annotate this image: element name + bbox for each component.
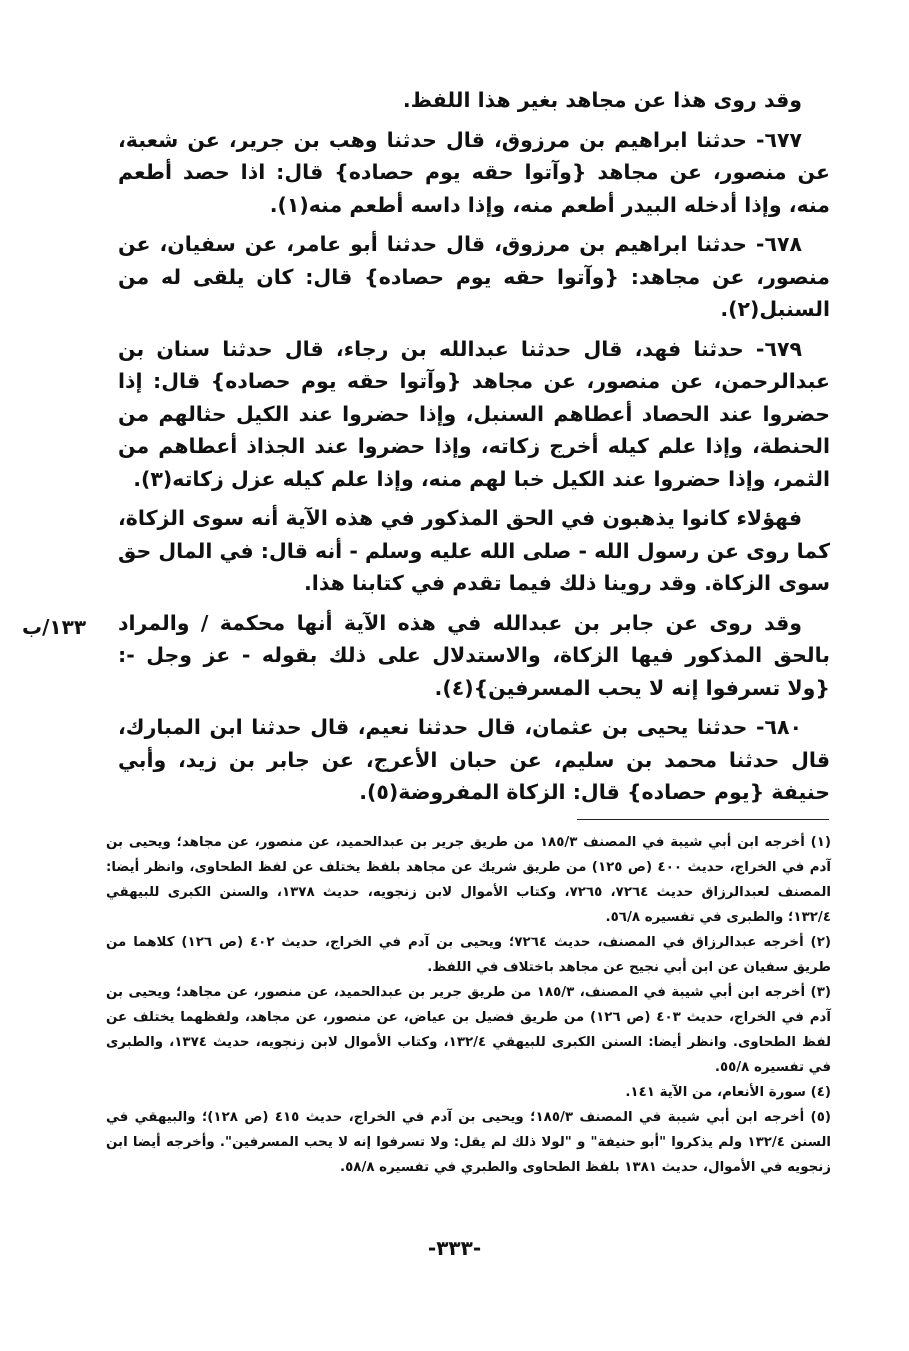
footnote-2: (٢) أخرجه عبدالرزاق في المصنف، حديث ٧٢٦٤؛ ويحيى بن آدم في الخراج، حديث ٤٠٢ (ص ١٢٦) كلاهما من طريق سفيان عن ابن أبي نجيح عن مجاهد باختلاف في اللفظ.	[106, 935, 831, 975]
main-text	[118, 84, 830, 816]
manuscript-folio-marker: ١٣٣/ب	[22, 615, 87, 639]
paragraph: وقد روى عن جابر بن عبدالله في هذه الآية أنها محكمة / والمراد بالحق المذكور فيها الزكاة، والاستدلال على ذلك بقوله - عز وجل -: {ولا تسرفوا إنه لا يحب المسرفين}(٤).	[118, 610, 830, 700]
paragraph-hadith-678: ٦٧٨- حدثنا ابراهيم بن مرزوق، قال حدثنا أبو عامر، عن سفيان، عن منصور، عن مجاهد: {وآتوا حقه يوم حصاده} قال: كان يلقى له من السنبل(٢).	[118, 232, 830, 321]
footnote-1: (١) أخرجه ابن أبي شيبة في المصنف ١٨٥/٣ من طريق جرير بن عبدالحميد، عن منصور، عن مجاهد؛ ويحيى بن آدم في الخراج، حديث ٤٠٠ (ص ١٢٥) من طريق شريك عن مجاهد بلفظ يختلف عن لفظ الطحاوى، وانظر أيضا: المصنف لعبدالرزاق حديث ٧٢٦٤، ٧٢٦٥، وكتاب الأموال لابن زنجويه، حديث ١٣٧٨، والسنن الكبرى للبيهقي ١٣٢/٤؛ والطبرى في تفسيره ٥٦/٨.	[106, 835, 831, 925]
paragraph-hadith-677: ٦٧٧- حدثنا ابراهيم بن مرزوق، قال حدثنا وهب بن جرير، عن شعبة، عن منصور، عن مجاهد {وآتوا حقه يوم حصاده} قال: اذا حصد أطعم منه، وإذا أدخله البيدر أطعم منه، وإذا داسه أطعم منه(١).	[118, 127, 830, 217]
paragraph-hadith-680: ٦٨٠- حدثنا يحيى بن عثمان، قال حدثنا نعيم، قال حدثنا ابن المبارك، قال حدثنا محمد بن سليم، عن حبان الأعرج، عن جابر بن زيد، وأبي حنيفة {يوم حصاده} قال: الزكاة المفروضة(٥).	[118, 715, 830, 804]
footnote-4: (٤) سورة الأنعام، من الآية ١٤١.	[625, 1085, 831, 1100]
paragraph-hadith-679: ٦٧٩- حدثنا فهد، قال حدثنا عبدالله بن رجاء، قال حدثنا سنان بن عبدالرحمن، عن منصور، عن مجاهد {وآتوا حقه يوم حصاده} قال: إذا حضروا عند الحصاد أعطاهم السنبل، وإذا حضروا عند الكيل حثالهم من الحنطة، وإذا علم كيله أخرج زكاته، وإذا حضروا عند الجذاذ أعطاهم من الثمر، وإذا حضروا عند الكيل خبا لهم منه، وإذا علم كيله عزل زكاته(٣).	[118, 336, 830, 491]
paragraph: فهؤلاء كانوا يذهبون في الحق المذكور في هذه الآية أنه سوى الزكاة، كما روى عن رسول الله - صلى الله عليه وسلم - أنه قال: في المال حق سوى الزكاة. وقد روينا ذلك فيما تقدم في كتابنا هذا.	[118, 506, 830, 595]
footnote-3: (٣) أخرجه ابن أبي شيبة في المصنف، ١٨٥/٣ من طريق جرير بن عبدالحميد، عن منصور، عن مجاهد؛ ويحيى بن آدم في الخراج، حديث ٤٠٣ (ص ١٢٦) من طريق فضيل بن عياض، عن منصور، عن مجاهد، ولفظهما يختلف عن لفظ الطحاوى. وانظر أيضا: السنن الكبرى للبيهقي ١٣٢/٤، وكتاب الأموال لابن زنجويه، حديث ١٣٧٤، والطبرى في تفسيره ٥٥/٨.	[106, 985, 831, 1075]
footnote-divider	[577, 819, 829, 820]
footnote-5: (٥) أخرجه ابن أبي شيبة في المصنف ١٨٥/٣؛ ويحيى بن آدم في الخراج، حديث ٤١٥ (ص ١٢٨)؛ والبيهقي في السنن ١٣٢/٤ ولم يذكروا "أبو حنيفة" و "لولا ذلك لم يقل: ولا تسرفوا إنه لا يحب المسرفين". وأخرجه أيضا ابن زنجويه في الأموال، حديث ١٣٨١ بلفظ الطحاوى والطبري في تفسيره ٥٨/٨.	[106, 1110, 831, 1175]
page-number: -٣٣٣-	[427, 1236, 482, 1260]
footnotes	[106, 830, 831, 1180]
paragraph: وقد روى هذا عن مجاهد بغير هذا اللفظ.	[402, 88, 802, 112]
